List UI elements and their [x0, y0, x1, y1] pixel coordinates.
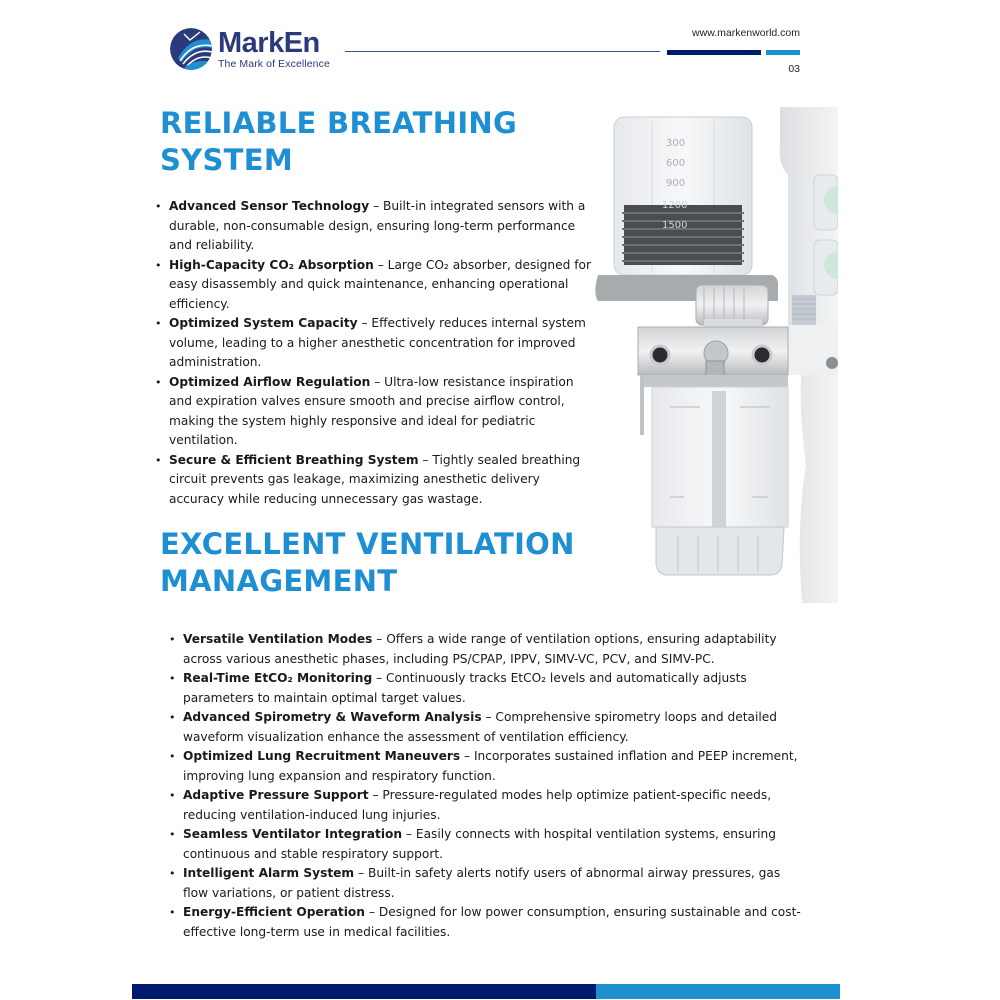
feature-description: – Effectively reduces internal system volume, leading to a higher anesthetic concentration for improved administration.	[169, 316, 586, 369]
feature-description: – Comprehensive spirometry loops and detailed waveform visualization enhance the assessment of ventilation efficiency.	[183, 710, 777, 744]
feature-label: Secure & Efficient Breathing System	[169, 452, 419, 467]
feature-description: – Incorporates sustained inflation and PEEP increment, improving lung expansion and respiratory function.	[183, 749, 798, 783]
logo-globe-icon	[170, 28, 212, 70]
feature-label: Optimized System Capacity	[169, 316, 358, 330]
bellows-scale-900: 900	[666, 178, 686, 189]
header-divider	[345, 51, 660, 52]
feature-description: – Pressure-regulated modes help optimize patient-specific needs, reducing ventilation-induced lung injuries.	[183, 788, 772, 822]
header-accent-bar-blue	[766, 50, 800, 55]
bellows-scale-1500: 1500	[662, 220, 688, 231]
feature-label: Optimized Airflow Regulation	[169, 374, 371, 389]
list-item	[155, 373, 595, 451]
brand-logo	[170, 28, 330, 70]
feature-description: – Tightly sealed breathing circuit prevents gas leakage, maximizing anesthetic delivery accuracy while reducing unnecessary gas wastage.	[169, 452, 581, 506]
list-item	[155, 197, 595, 256]
breathing-system-feature-list	[155, 197, 595, 509]
brand-tagline: The Mark of Excellence	[218, 58, 330, 70]
feature-label: Advanced Sensor Technology	[169, 199, 370, 213]
brand-name: MarkEn	[218, 27, 320, 59]
section-title-ventilation-management: EXCELLENT VENTILATION MANAGEMENT	[160, 527, 575, 598]
feature-description: – Large CO₂ absorber, designed for easy disassembly and quick maintenance, enhancing operational efficiency.	[169, 257, 592, 311]
feature-description: – Easily connects with hospital ventilation systems, ensuring continuous and stable respiratory support.	[183, 827, 776, 861]
list-item	[169, 903, 809, 942]
list-item	[169, 786, 809, 825]
list-item	[169, 669, 809, 708]
footer-accent-bar-blue	[596, 984, 840, 999]
bellows-scale-300: 300	[666, 138, 686, 149]
list-item	[169, 825, 809, 864]
feature-label: Advanced Spirometry & Waveform Analysis	[183, 710, 482, 724]
list-item	[155, 451, 595, 510]
feature-description: – Designed for low power consumption, ensuring sustainable and cost-effective long-term use in medical facilities.	[183, 905, 801, 939]
list-item	[169, 708, 809, 747]
feature-label: Real-Time EtCO₂ Monitoring	[183, 671, 373, 685]
feature-description: – Continuously tracks EtCO₂ levels and automatically adjusts parameters to maintain optimal target values.	[183, 671, 747, 705]
feature-description: – Built-in integrated sensors with a durable, non-consumable design, ensuring long-term performance and reliability.	[169, 199, 586, 252]
ventilation-feature-list	[169, 630, 809, 942]
bellows-scale-1200: 1200	[662, 200, 688, 211]
list-item	[155, 314, 595, 373]
list-item	[169, 747, 809, 786]
product-image-breathing-system	[592, 105, 838, 605]
list-item	[169, 864, 809, 903]
list-item	[155, 256, 595, 315]
footer-accent-bar-navy	[132, 984, 596, 999]
feature-label: Seamless Ventilator Integration	[183, 827, 403, 841]
bellows-scale-600: 600	[666, 158, 686, 169]
feature-description: – Offers a wide range of ventilation options, ensuring adaptability across various anesthetic phases, including PS/CPAP, IPPV, SIMV-VC, PCV, and SIMV-PC.	[183, 632, 777, 666]
feature-label: Versatile Ventilation Modes	[183, 632, 373, 646]
feature-label: Intelligent Alarm System	[183, 866, 355, 880]
feature-description: – Built-in safety alerts notify users of abnormal airway pressures, gas flow variations, or patient distress.	[183, 866, 781, 900]
feature-label: Optimized Lung Recruitment Maneuvers	[183, 749, 461, 763]
section-title-breathing-system: RELIABLE BREATHING SYSTEM	[160, 106, 518, 177]
feature-label: High-Capacity CO₂ Absorption	[169, 257, 374, 272]
website-url: www.markenworld.com	[692, 27, 800, 39]
page-number: 03	[788, 63, 800, 75]
feature-label: Adaptive Pressure Support	[183, 788, 369, 802]
list-item	[169, 630, 809, 669]
header-accent-bar-navy	[667, 50, 761, 55]
feature-description: – Ultra-low resistance inspiration and expiration valves ensure smooth and precise airflow control, making the system highly responsive and ideal for pediatric ventilation.	[169, 374, 574, 447]
feature-label: Energy-Efficient Operation	[183, 905, 365, 919]
